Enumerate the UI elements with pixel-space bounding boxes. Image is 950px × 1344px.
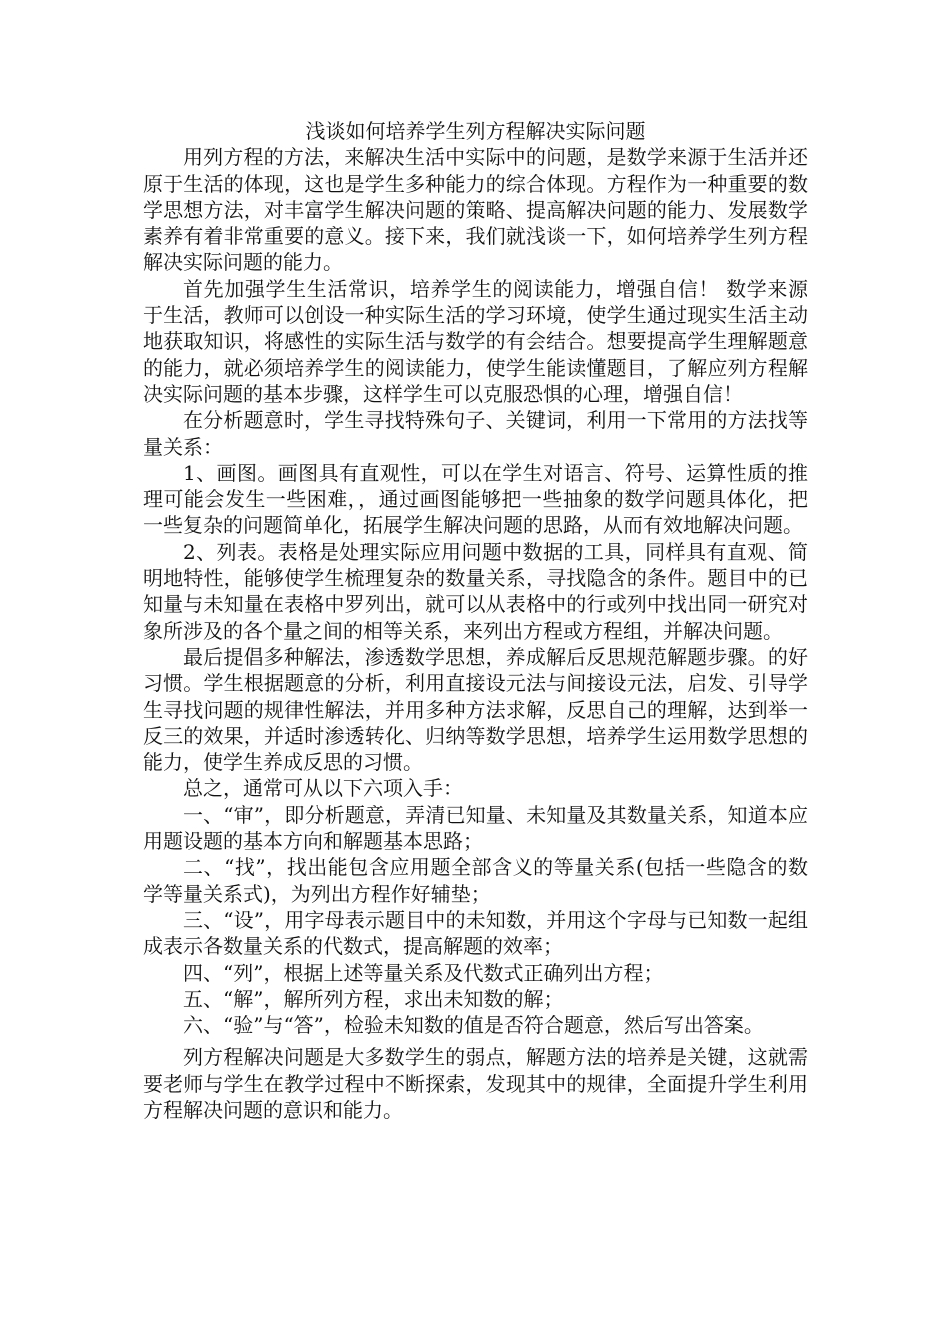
paragraph-summary: 总之，通常可从以下六项入手： — [183, 776, 463, 801]
paragraph-reading: 首先加强学生生活常识，培养学生的阅读能力，增强自信！ 数学来源于生活，教师可以创设一种实际生活的学习环境，使学生通过现实生活主动地获取知识，将感性的实际生活与数学的有会结合。想要提高学生理解题意的能力，就必须培养学生的阅读能力，使学生能读懂题目，了解应列方程解决实际问题的基本步骤，这样学生可以克服恐惧的心理，增强自信！ — [143, 276, 808, 406]
paragraph-conclusion: 列方程解决问题是大多数学生的弱点，解题方法的培养是关键，这就需要老师与学生在教学过程中不断探索，发现其中的规律，全面提升学生利用方程解决问题的意识和能力。 — [143, 1045, 808, 1122]
step-find: 二、“找”，找出能包含应用题全部含义的等量关系(包括一些隐含的数学等量关系式)，为列出方程作好辅垫； — [143, 855, 808, 906]
document-title: 浅谈如何培养学生列方程解决实际问题 — [305, 119, 646, 143]
step-set: 三、“设”，用字母表示题目中的未知数，并用这个字母与已知数一起组成表示各数量关系的代数式，提高解题的效率； — [143, 907, 808, 959]
paragraph-analysis: 在分析题意时，学生寻找特殊句子、关键词，利用一下常用的方法找等量关系： — [143, 408, 808, 459]
step-review: 一、“审”，即分析题意，弄清已知量、未知量及其数量关系，知道本应用题设题的基本方向和解题基本思路； — [143, 802, 808, 854]
paragraph-intro: 用列方程的方法，来解决生活中实际中的问题，是数学来源于生活并还原于生活的体现，这也是学生多种能力的综合体现。方程作为一种重要的数学思想方法，对丰富学生解决问题的策略、提高解决问题的能力、发展数学素养有着非常重要的意义。接下来，我们就浅谈一下，如何培养学生列方程解决实际问题的能力。 — [143, 145, 808, 275]
paragraph-drawing: 1、画图。画图具有直观性，可以在学生对语言、符号、运算性质的推理可能会发生一些困难，，通过画图能够把一些抽象的数学问题具体化，把一些复杂的问题简单化，拓展学生解决问题的思路，从而有效地解决问题。 — [143, 460, 808, 538]
step-solve: 五、“解”，解所列方程，求出未知数的解； — [183, 986, 564, 1011]
paragraph-multiple-methods: 最后提倡多种解法，渗透数学思想，养成解后反思规范解题步骤。的好习惯。学生根据题意的分析，利用直接设元法与间接设元法，启发、引导学生寻找问题的规律性解法，并用多种方法求解，反思自己的理解，达到举一反三的效果，并适时渗透转化、归纳等数学思想，培养学生运用数学思想的能力，使学生养成反思的习惯。 — [143, 644, 808, 775]
step-list: 四、“列”，根据上述等量关系及代数式正确列出方程； — [183, 960, 664, 985]
document-page — [143, 118, 808, 1123]
paragraph-table: 2、列表。表格是处理实际应用问题中数据的工具，同样具有直观、简明地特性，能够使学生梳理复杂的数量关系，寻找隐含的条件。题目中的已知量与未知量在表格中罗列出，就可以从表格中的行或列中找出同一研究对象所涉及的各个量之间的相等关系，来列出方程或方程组，并解决问题。 — [143, 539, 808, 643]
step-check-answer: 六、“验”与“答”，检验未知数的值是否符合题意，然后写出答案。 — [183, 1013, 764, 1038]
